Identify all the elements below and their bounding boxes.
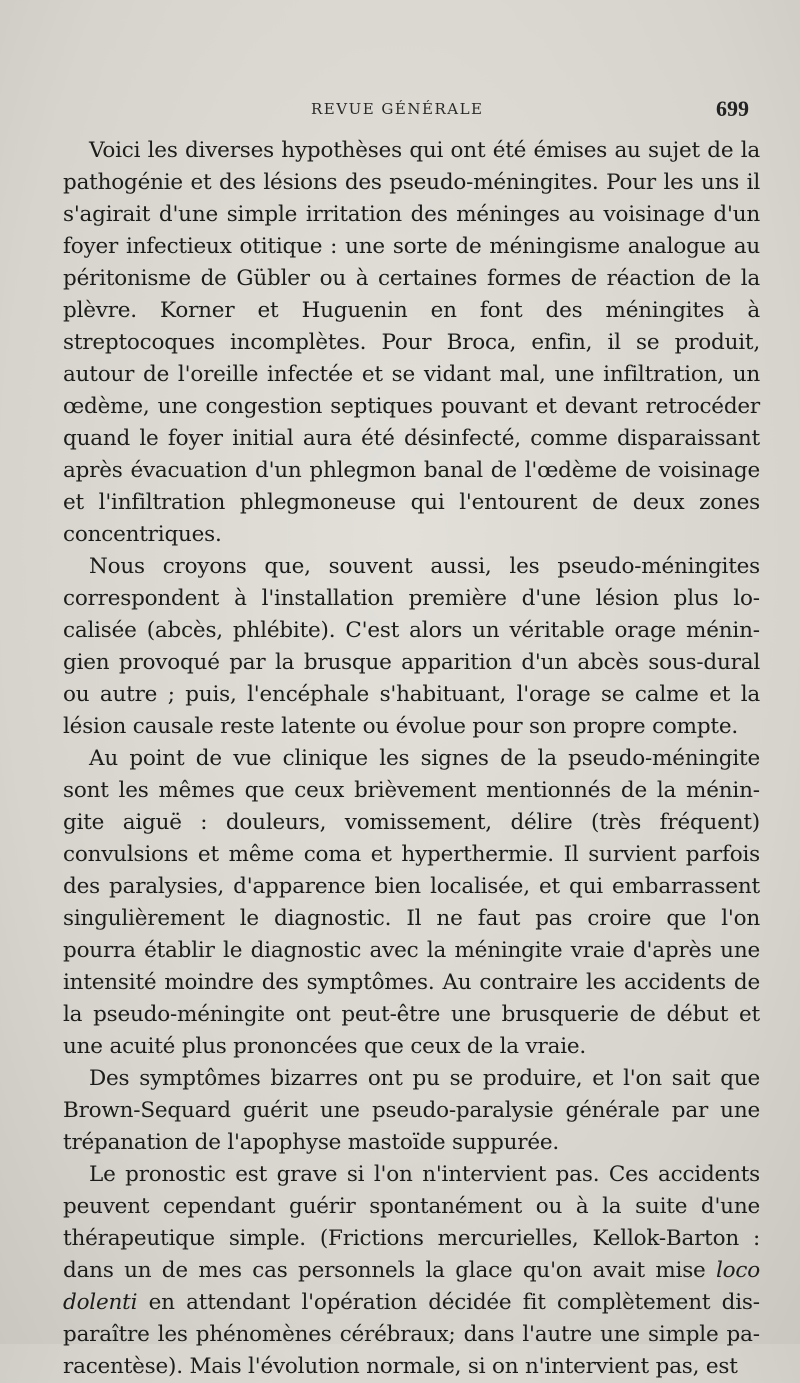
paragraph-pathogenie: Voici les diverses hypothèses qui ont été émises au sujet de la pathogénie et des lésions des pseudo-méningites. Pour les uns il s'agirait d'une simple irritation des méninges au voisinage d'un foyer infectieux otitique : une sorte de méningisme analogue au péritonisme de Gübler ou à certaines formes de réaction de la plèvre. Korner et Huguenin en font des méningites à streptocoques incomplètes. Pour Broca, enfin, il se produit, autour de l'oreille infectée et se vidant mal, une infiltration, un œdème, une congestion septiques pouvant et devant retrocéder quand le foyer initial aura été désinfecté, comme disparaissant après évacuation d'un phlegmon banal de l'œdème de voisinage et l'infiltration phlegmoneuse qui l'entourent de deux zones concentriques. [63, 138, 760, 547]
pronostic-text-end: en attendant l'opération décidée fit complètement disparaître les phénomènes cérébraux; dans l'autre une simple paracentèse). Mais l'évolution normale, si on n'intervient pas, est [63, 1290, 760, 1379]
paragraph-installation: Nous croyons que, souvent aussi, les pseudo-méningites correspondent à l'installation première d'une lésion plus localisée (abcès, phlébite). C'est alors un véritable orage méningien provoqué par la brusque apparition d'un abcès sous-dural ou autre ; puis, l'encéphale s'habituant, l'orage se calme et la lésion causale reste latente ou évolue pour son propre compte. [63, 554, 760, 739]
paragraph-clinique: Au point de vue clinique les signes de la pseudo-méningite sont les mêmes que ceux brièvement mentionnés de la méningite aiguë : douleurs, vomissement, délire (très fréquent) convulsions et même coma et hyperthermie. Il survient parfois des paralysies, d'apparence bien localisée, et qui embarrassent singulièrement le diagnostic. Il ne faut pas croire que l'on pourra établir le diagnostic avec la méningite vraie d'après une intensité moindre des symptômes. Au contraire les accidents de la pseudo-méningite ont peut-être une brusquerie de début et une acuité plus prononcées que ceux de la vraie. [63, 746, 760, 1059]
paragraph-pronostic [63, 1159, 760, 1383]
italic-loco-dolenti: loco dolenti [63, 1258, 760, 1315]
paragraph-symptomes-bizarres: Des symptômes bizarres ont pu se produire, et l'on sait que Brown-Sequard guérit une pseudo-paralysie générale par une trépanation de l'apophyse mastoïde suppurée. [63, 1066, 760, 1155]
body-text [63, 135, 760, 1383]
running-title: REVUE GÉNÉRALE [311, 100, 484, 118]
page-number: 699 [716, 96, 749, 121]
pronostic-text-start: Le pronostic est grave si l'on n'intervient pas. Ces accidents peuvent cependant guérir spontanément ou à la suite d'une thérapeutique simple. (Frictions mercurielles, Kellok-Barton : dans un de mes cas personnels la glace qu'on avait mise [63, 1162, 760, 1283]
running-head [0, 96, 800, 126]
